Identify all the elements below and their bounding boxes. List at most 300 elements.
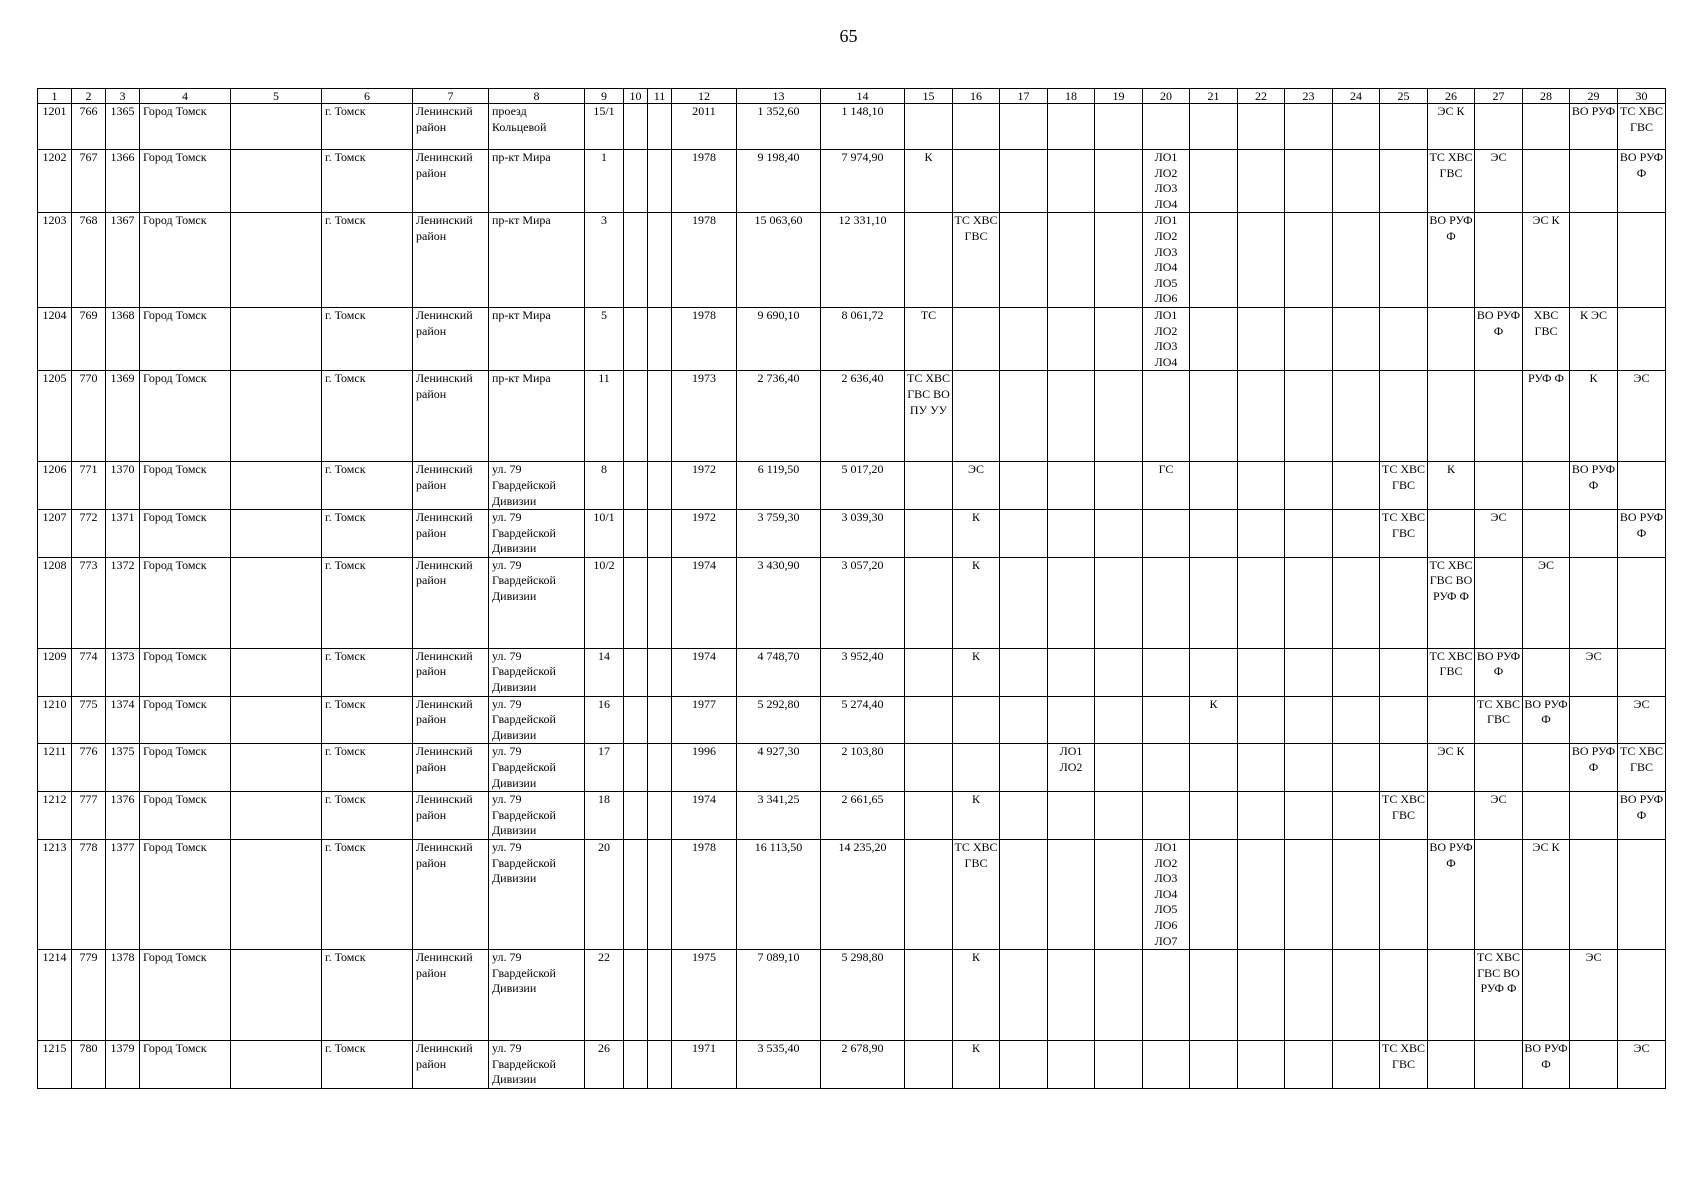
column-header-15: 15 — [905, 89, 953, 104]
table-cell-col-5 — [231, 150, 322, 213]
table-cell-col-20 — [1143, 950, 1190, 1041]
table-cell-col-24 — [1333, 510, 1380, 558]
table-cell-col-6: г. Томск — [322, 307, 413, 370]
table-cell-col-30: ТС ХВС ГВС — [1618, 744, 1666, 792]
table-cell-col-23 — [1285, 104, 1333, 150]
table-cell-col-1: 1202 — [38, 150, 72, 213]
table-cell-col-24 — [1333, 213, 1380, 308]
table-cell-col-4: Город Томск — [140, 950, 231, 1041]
table-cell-col-29 — [1570, 150, 1618, 213]
table-cell-col-30 — [1618, 557, 1666, 648]
table-row — [38, 648, 1666, 696]
table-cell-col-7: Ленинский район — [413, 510, 489, 558]
table-cell-col-22 — [1238, 744, 1285, 792]
table-cell-col-15 — [905, 840, 953, 950]
table-cell-col-20 — [1143, 104, 1190, 150]
table-cell-col-8: ул. 79 Гвардейской Дивизии — [489, 840, 585, 950]
table-cell-col-7: Ленинский район — [413, 792, 489, 840]
table-cell-col-30: ВО РУФ Ф — [1618, 510, 1666, 558]
table-cell-col-22 — [1238, 840, 1285, 950]
table-cell-col-21 — [1190, 307, 1238, 370]
table-cell-col-18 — [1048, 150, 1095, 213]
table-cell-col-15 — [905, 213, 953, 308]
table-cell-col-2: 780 — [72, 1041, 106, 1089]
column-header-26: 26 — [1428, 89, 1475, 104]
table-cell-col-22 — [1238, 307, 1285, 370]
table-cell-col-17 — [1000, 557, 1048, 648]
table-cell-col-29 — [1570, 510, 1618, 558]
table-cell-col-2: 770 — [72, 371, 106, 462]
table-cell-col-6: г. Томск — [322, 150, 413, 213]
table-cell-col-17 — [1000, 840, 1048, 950]
table-cell-col-23 — [1285, 1041, 1333, 1089]
column-header-25: 25 — [1380, 89, 1428, 104]
table-cell-col-12: 1978 — [672, 840, 737, 950]
table-cell-col-7: Ленинский район — [413, 696, 489, 744]
table-cell-col-19 — [1095, 462, 1143, 510]
table-cell-col-12: 1974 — [672, 792, 737, 840]
table-cell-col-16: ТС ХВС ГВС — [953, 840, 1000, 950]
table-cell-col-7: Ленинский район — [413, 371, 489, 462]
table-cell-col-9: 10/2 — [585, 557, 624, 648]
table-cell-col-11 — [648, 950, 672, 1041]
table-cell-col-27 — [1475, 371, 1523, 462]
table-cell-col-29: К ЭС — [1570, 307, 1618, 370]
table-cell-col-19 — [1095, 648, 1143, 696]
table-cell-col-12: 1978 — [672, 213, 737, 308]
column-header-18: 18 — [1048, 89, 1095, 104]
table-row — [38, 213, 1666, 308]
table-cell-col-14: 5 274,40 — [821, 696, 905, 744]
table-cell-col-13: 9 198,40 — [737, 150, 821, 213]
table-cell-col-13: 2 736,40 — [737, 371, 821, 462]
table-cell-col-12: 1978 — [672, 150, 737, 213]
table-cell-col-11 — [648, 648, 672, 696]
table-row — [38, 744, 1666, 792]
table-cell-col-27 — [1475, 104, 1523, 150]
column-header-23: 23 — [1285, 89, 1333, 104]
table-cell-col-23 — [1285, 371, 1333, 462]
table-cell-col-3: 1366 — [106, 150, 140, 213]
table-cell-col-19 — [1095, 557, 1143, 648]
table-cell-col-21 — [1190, 462, 1238, 510]
table-cell-col-25 — [1380, 307, 1428, 370]
table-cell-col-14: 2 636,40 — [821, 371, 905, 462]
table-cell-col-11 — [648, 462, 672, 510]
table-cell-col-10 — [624, 1041, 648, 1089]
table-cell-col-26 — [1428, 792, 1475, 840]
table-cell-col-3: 1368 — [106, 307, 140, 370]
table-cell-col-18 — [1048, 1041, 1095, 1089]
table-cell-col-2: 779 — [72, 950, 106, 1041]
table-cell-col-9: 16 — [585, 696, 624, 744]
table-cell-col-5 — [231, 792, 322, 840]
table-cell-col-14: 2 661,65 — [821, 792, 905, 840]
table-cell-col-14: 1 148,10 — [821, 104, 905, 150]
table-cell-col-25 — [1380, 648, 1428, 696]
table-cell-col-3: 1370 — [106, 462, 140, 510]
table-cell-col-26: ТС ХВС ГВС — [1428, 648, 1475, 696]
table-cell-col-24 — [1333, 792, 1380, 840]
table-cell-col-2: 768 — [72, 213, 106, 308]
table-cell-col-16 — [953, 371, 1000, 462]
table-cell-col-9: 18 — [585, 792, 624, 840]
table-cell-col-13: 7 089,10 — [737, 950, 821, 1041]
table-cell-col-22 — [1238, 510, 1285, 558]
table-cell-col-27 — [1475, 744, 1523, 792]
table-cell-col-26: ВО РУФ Ф — [1428, 840, 1475, 950]
column-header-16: 16 — [953, 89, 1000, 104]
table-row — [38, 371, 1666, 462]
table-row — [38, 557, 1666, 648]
column-header-6: 6 — [322, 89, 413, 104]
table-cell-col-11 — [648, 840, 672, 950]
table-cell-col-9: 11 — [585, 371, 624, 462]
table-cell-col-12: 1974 — [672, 648, 737, 696]
table-cell-col-3: 1378 — [106, 950, 140, 1041]
table-cell-col-16: К — [953, 510, 1000, 558]
table-cell-col-11 — [648, 307, 672, 370]
table-cell-col-9: 1 — [585, 150, 624, 213]
table-cell-col-23 — [1285, 150, 1333, 213]
table-row — [38, 950, 1666, 1041]
table-cell-col-16 — [953, 696, 1000, 744]
table-cell-col-23 — [1285, 792, 1333, 840]
table-cell-col-11 — [648, 213, 672, 308]
table-cell-col-19 — [1095, 792, 1143, 840]
table-cell-col-21 — [1190, 1041, 1238, 1089]
table-cell-col-29: ВО РУФ Ф — [1570, 744, 1618, 792]
table-cell-col-15 — [905, 696, 953, 744]
table-cell-col-27: ВО РУФ Ф — [1475, 307, 1523, 370]
table-cell-col-4: Город Томск — [140, 371, 231, 462]
table-cell-col-10 — [624, 792, 648, 840]
table-cell-col-1: 1210 — [38, 696, 72, 744]
table-cell-col-5 — [231, 510, 322, 558]
table-cell-col-22 — [1238, 462, 1285, 510]
table-cell-col-1: 1211 — [38, 744, 72, 792]
table-cell-col-2: 774 — [72, 648, 106, 696]
table-cell-col-28 — [1523, 104, 1570, 150]
table-cell-col-25: ТС ХВС ГВС — [1380, 510, 1428, 558]
table-cell-col-28: ЭС К — [1523, 840, 1570, 950]
table-cell-col-29 — [1570, 840, 1618, 950]
table-cell-col-20 — [1143, 648, 1190, 696]
column-header-22: 22 — [1238, 89, 1285, 104]
table-cell-col-2: 769 — [72, 307, 106, 370]
table-row — [38, 510, 1666, 558]
table-cell-col-17 — [1000, 371, 1048, 462]
table-cell-col-14: 14 235,20 — [821, 840, 905, 950]
table-cell-col-4: Город Томск — [140, 648, 231, 696]
table-cell-col-2: 778 — [72, 840, 106, 950]
table-cell-col-23 — [1285, 213, 1333, 308]
table-cell-col-5 — [231, 557, 322, 648]
table-cell-col-25: ТС ХВС ГВС — [1380, 1041, 1428, 1089]
column-header-19: 19 — [1095, 89, 1143, 104]
table-cell-col-30: ЭС — [1618, 371, 1666, 462]
table-cell-col-28 — [1523, 648, 1570, 696]
table-cell-col-7: Ленинский район — [413, 557, 489, 648]
table-cell-col-9: 26 — [585, 1041, 624, 1089]
table-cell-col-15: ТС — [905, 307, 953, 370]
table-cell-col-16: ТС ХВС ГВС — [953, 213, 1000, 308]
table-cell-col-12: 1971 — [672, 1041, 737, 1089]
table-cell-col-16: К — [953, 557, 1000, 648]
table-cell-col-18 — [1048, 557, 1095, 648]
table-cell-col-18 — [1048, 840, 1095, 950]
column-header-30: 30 — [1618, 89, 1666, 104]
column-header-13: 13 — [737, 89, 821, 104]
table-cell-col-19 — [1095, 104, 1143, 150]
table-cell-col-6: г. Томск — [322, 104, 413, 150]
table-cell-col-8: ул. 79 Гвардейской Дивизии — [489, 648, 585, 696]
table-cell-col-21 — [1190, 213, 1238, 308]
table-cell-col-25 — [1380, 557, 1428, 648]
table-cell-col-12: 1973 — [672, 371, 737, 462]
table-cell-col-3: 1371 — [106, 510, 140, 558]
table-cell-col-15: ТС ХВС ГВС ВО ПУ УУ — [905, 371, 953, 462]
table-cell-col-13: 4 748,70 — [737, 648, 821, 696]
column-header-10: 10 — [624, 89, 648, 104]
table-cell-col-27 — [1475, 213, 1523, 308]
table-cell-col-24 — [1333, 744, 1380, 792]
table-cell-col-21 — [1190, 950, 1238, 1041]
table-cell-col-9: 3 — [585, 213, 624, 308]
table-cell-col-8: пр-кт Мира — [489, 213, 585, 308]
table-cell-col-24 — [1333, 462, 1380, 510]
table-row — [38, 462, 1666, 510]
table-cell-col-10 — [624, 104, 648, 150]
table-cell-col-6: г. Томск — [322, 213, 413, 308]
table-cell-col-13: 16 113,50 — [737, 840, 821, 950]
column-header-12: 12 — [672, 89, 737, 104]
table-cell-col-25 — [1380, 840, 1428, 950]
table-cell-col-1: 1201 — [38, 104, 72, 150]
table-cell-col-24 — [1333, 557, 1380, 648]
table-cell-col-13: 3 759,30 — [737, 510, 821, 558]
table-cell-col-28: ХВС ГВС — [1523, 307, 1570, 370]
table-cell-col-10 — [624, 213, 648, 308]
table-cell-col-19 — [1095, 1041, 1143, 1089]
table-cell-col-29 — [1570, 696, 1618, 744]
table-cell-col-1: 1213 — [38, 840, 72, 950]
table-cell-col-9: 14 — [585, 648, 624, 696]
table-cell-col-23 — [1285, 840, 1333, 950]
table-cell-col-20: ЛО1 ЛО2 ЛО3 ЛО4 — [1143, 307, 1190, 370]
table-cell-col-28 — [1523, 744, 1570, 792]
table-cell-col-16: К — [953, 950, 1000, 1041]
table-cell-col-3: 1379 — [106, 1041, 140, 1089]
column-header-11: 11 — [648, 89, 672, 104]
table-cell-col-15 — [905, 648, 953, 696]
table-cell-col-11 — [648, 150, 672, 213]
table-cell-col-13: 4 927,30 — [737, 744, 821, 792]
table-cell-col-8: ул. 79 Гвардейской Дивизии — [489, 792, 585, 840]
table-cell-col-11 — [648, 104, 672, 150]
table-cell-col-24 — [1333, 840, 1380, 950]
table-cell-col-8: проезд Кольцевой — [489, 104, 585, 150]
table-cell-col-15 — [905, 557, 953, 648]
table-cell-col-14: 3 057,20 — [821, 557, 905, 648]
table-cell-col-8: ул. 79 Гвардейской Дивизии — [489, 744, 585, 792]
table-cell-col-2: 767 — [72, 150, 106, 213]
table-cell-col-25 — [1380, 371, 1428, 462]
table-cell-col-25 — [1380, 150, 1428, 213]
table-cell-col-10 — [624, 696, 648, 744]
column-header-9: 9 — [585, 89, 624, 104]
table-cell-col-15 — [905, 510, 953, 558]
table-cell-col-1: 1215 — [38, 1041, 72, 1089]
table-cell-col-11 — [648, 510, 672, 558]
table-cell-col-17 — [1000, 307, 1048, 370]
table-cell-col-4: Город Томск — [140, 696, 231, 744]
table-cell-col-12: 1972 — [672, 510, 737, 558]
table-cell-col-21: К — [1190, 696, 1238, 744]
table-cell-col-30: ТС ХВС ГВС — [1618, 104, 1666, 150]
table-cell-col-23 — [1285, 462, 1333, 510]
table-cell-col-10 — [624, 150, 648, 213]
table-cell-col-24 — [1333, 950, 1380, 1041]
table-cell-col-24 — [1333, 150, 1380, 213]
table-cell-col-13: 3 535,40 — [737, 1041, 821, 1089]
table-cell-col-26 — [1428, 307, 1475, 370]
table-cell-col-5 — [231, 840, 322, 950]
column-header-4: 4 — [140, 89, 231, 104]
table-cell-col-12: 1972 — [672, 462, 737, 510]
table-cell-col-7: Ленинский район — [413, 462, 489, 510]
table-cell-col-3: 1375 — [106, 744, 140, 792]
table-cell-col-9: 8 — [585, 462, 624, 510]
table-cell-col-18 — [1048, 696, 1095, 744]
table-cell-col-27 — [1475, 557, 1523, 648]
table-cell-col-22 — [1238, 950, 1285, 1041]
table-cell-col-28: ВО РУФ Ф — [1523, 1041, 1570, 1089]
table-cell-col-17 — [1000, 462, 1048, 510]
table-cell-col-9: 22 — [585, 950, 624, 1041]
table-cell-col-12: 1977 — [672, 696, 737, 744]
table-cell-col-14: 3 952,40 — [821, 648, 905, 696]
column-header-8: 8 — [489, 89, 585, 104]
table-cell-col-13: 3 430,90 — [737, 557, 821, 648]
table-row — [38, 1041, 1666, 1089]
table-cell-col-10 — [624, 648, 648, 696]
table-cell-col-17 — [1000, 213, 1048, 308]
table-cell-col-7: Ленинский район — [413, 840, 489, 950]
table-cell-col-20 — [1143, 371, 1190, 462]
table-cell-col-11 — [648, 696, 672, 744]
table-cell-col-18 — [1048, 213, 1095, 308]
table-cell-col-18 — [1048, 104, 1095, 150]
table-cell-col-26: ЭС К — [1428, 104, 1475, 150]
table-cell-col-13: 9 690,10 — [737, 307, 821, 370]
column-header-27: 27 — [1475, 89, 1523, 104]
table-cell-col-22 — [1238, 150, 1285, 213]
table-cell-col-19 — [1095, 510, 1143, 558]
table-cell-col-15 — [905, 792, 953, 840]
table-row — [38, 840, 1666, 950]
table-cell-col-29: К — [1570, 371, 1618, 462]
table-cell-col-26 — [1428, 1041, 1475, 1089]
table-cell-col-14: 2 678,90 — [821, 1041, 905, 1089]
table-cell-col-26 — [1428, 510, 1475, 558]
table-cell-col-9: 10/1 — [585, 510, 624, 558]
table-cell-col-23 — [1285, 648, 1333, 696]
table-cell-col-6: г. Томск — [322, 792, 413, 840]
column-header-5: 5 — [231, 89, 322, 104]
table-cell-col-10 — [624, 307, 648, 370]
table-cell-col-18 — [1048, 510, 1095, 558]
table-cell-col-11 — [648, 371, 672, 462]
table-cell-col-29: ВО РУФ Ф — [1570, 462, 1618, 510]
table-cell-col-29 — [1570, 213, 1618, 308]
table-cell-col-17 — [1000, 792, 1048, 840]
table-cell-col-5 — [231, 1041, 322, 1089]
table-cell-col-1: 1214 — [38, 950, 72, 1041]
table-cell-col-8: пр-кт Мира — [489, 307, 585, 370]
table-cell-col-19 — [1095, 371, 1143, 462]
table-cell-col-19 — [1095, 744, 1143, 792]
table-cell-col-3: 1367 — [106, 213, 140, 308]
table-cell-col-1: 1212 — [38, 792, 72, 840]
table-cell-col-18 — [1048, 792, 1095, 840]
table-cell-col-11 — [648, 1041, 672, 1089]
table-cell-col-27 — [1475, 462, 1523, 510]
table-cell-col-22 — [1238, 557, 1285, 648]
table-cell-col-29 — [1570, 1041, 1618, 1089]
table-cell-col-22 — [1238, 1041, 1285, 1089]
table-cell-col-25 — [1380, 744, 1428, 792]
table-cell-col-4: Город Томск — [140, 104, 231, 150]
table-cell-col-22 — [1238, 371, 1285, 462]
table-cell-col-30 — [1618, 840, 1666, 950]
table-cell-col-6: г. Томск — [322, 696, 413, 744]
table-cell-col-30: ВО РУФ Ф — [1618, 150, 1666, 213]
table-cell-col-6: г. Томск — [322, 840, 413, 950]
table-cell-col-5 — [231, 462, 322, 510]
table-cell-col-26: ТС ХВС ГВС — [1428, 150, 1475, 213]
table-cell-col-20 — [1143, 1041, 1190, 1089]
table-cell-col-8: ул. 79 Гвардейской Дивизии — [489, 557, 585, 648]
table-row — [38, 150, 1666, 213]
table-cell-col-4: Город Томск — [140, 307, 231, 370]
column-header-1: 1 — [38, 89, 72, 104]
table-cell-col-17 — [1000, 1041, 1048, 1089]
table-cell-col-27: ЭС — [1475, 510, 1523, 558]
table-cell-col-12: 1974 — [672, 557, 737, 648]
table-cell-col-6: г. Томск — [322, 510, 413, 558]
table-cell-col-19 — [1095, 150, 1143, 213]
table-cell-col-27 — [1475, 840, 1523, 950]
table-cell-col-6: г. Томск — [322, 462, 413, 510]
column-header-14: 14 — [821, 89, 905, 104]
table-cell-col-23 — [1285, 307, 1333, 370]
table-cell-col-30 — [1618, 213, 1666, 308]
table-cell-col-15 — [905, 1041, 953, 1089]
table-cell-col-7: Ленинский район — [413, 744, 489, 792]
page-number: 65 — [839, 26, 858, 46]
table-cell-col-4: Город Томск — [140, 840, 231, 950]
table-cell-col-25 — [1380, 950, 1428, 1041]
table-cell-col-6: г. Томск — [322, 371, 413, 462]
table-cell-col-27: ТС ХВС ГВС — [1475, 696, 1523, 744]
table-cell-col-2: 766 — [72, 104, 106, 150]
table-cell-col-28: ЭС — [1523, 557, 1570, 648]
column-header-3: 3 — [106, 89, 140, 104]
table-cell-col-1: 1204 — [38, 307, 72, 370]
table-cell-col-10 — [624, 950, 648, 1041]
table-cell-col-5 — [231, 950, 322, 1041]
